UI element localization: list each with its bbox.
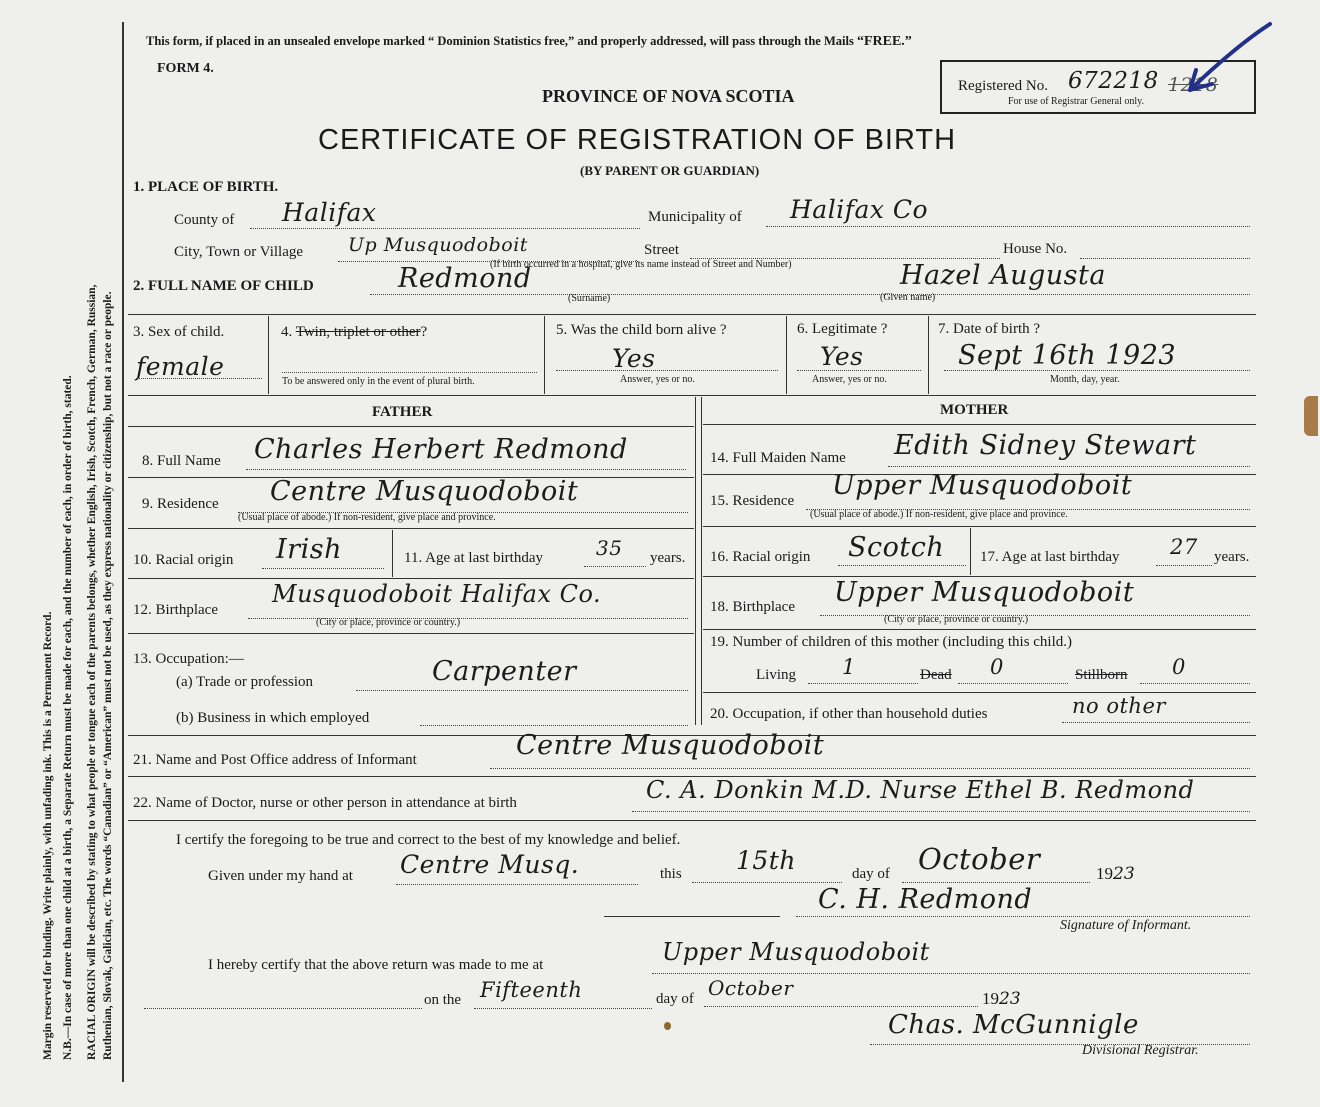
father-trade-line (356, 690, 688, 691)
father-business-line (420, 725, 688, 726)
mother-residence-value: Upper Musquodoboit (832, 470, 1133, 501)
city-value: Up Musquodoboit (348, 234, 528, 256)
municipality-line (766, 226, 1250, 227)
father-row-rule-3 (128, 578, 694, 579)
legitimate-label: 6. Legitimate ? (797, 321, 888, 337)
informant-line (490, 768, 1250, 769)
child-name-line (370, 294, 1250, 295)
margin-note-nb: N.B.—In case of more than one child at a birth, a Separate Return must be made for each, and the number of each, in order of birth, stated. (62, 375, 74, 1060)
informant-label: 21. Name and Post Office address of Informant (133, 752, 417, 768)
father-birthplace-value: Musquodoboit Halifax Co. (272, 580, 602, 608)
mail-notice: This form, if placed in an unsealed envelope marked “ Dominion Statistics free,” and properly addressed, will pass through the Mails “FREE.” (146, 34, 912, 49)
father-racial-origin-value: Irish (276, 534, 342, 565)
dead-label: Dead (920, 667, 952, 683)
living-line (808, 683, 918, 684)
municipality-label: Municipality of (648, 209, 742, 225)
registered-number: 672218 (1068, 68, 1159, 94)
dead-value: 0 (990, 655, 1004, 679)
father-birthplace-line (248, 618, 688, 619)
child-given-name-value: Hazel Augusta (900, 260, 1106, 291)
informant-value: Centre Musquodoboit (516, 730, 825, 761)
registrar-day-of-label: day of (656, 991, 694, 1007)
mother-occupation-line (1062, 722, 1250, 723)
mother-row-rule-2 (703, 526, 1256, 527)
registrar-caption: Divisional Registrar. (1082, 1043, 1199, 1058)
on-the-label: on the (424, 992, 462, 1008)
doctor-value: C. A. Donkin M.D. Nurse Ethel B. Redmond (646, 776, 1195, 804)
mother-name-label: 14. Full Maiden Name (710, 450, 846, 466)
street-label: Street (644, 242, 679, 258)
sex-line (136, 378, 262, 379)
registrar-place-line (652, 973, 1250, 974)
child-surname-value: Redmond (398, 263, 532, 294)
given-place-value: Centre Musq. (400, 850, 580, 879)
county-line (250, 228, 640, 229)
row-divider-parents (128, 395, 1256, 396)
mother-birthplace-note: (City or place, province or country.) (884, 614, 1029, 625)
doctor-line (632, 811, 1250, 812)
registrar-day-value: Fifteenth (480, 978, 583, 1002)
registrar-lead-line (144, 1008, 422, 1009)
father-name-line (246, 469, 686, 470)
father-age-divider (392, 530, 393, 577)
signature-short-line (604, 916, 780, 917)
mother-row-rule-4 (703, 629, 1256, 630)
blue-check-mark-icon (1178, 18, 1278, 98)
father-residence-value: Centre Musquodoboit (270, 476, 579, 507)
father-trade-label: (a) Trade or profession (176, 674, 314, 690)
date-of-birth-label: 7. Date of birth ? (938, 321, 1041, 337)
informant-signature: C. H. Redmond (818, 884, 1033, 915)
father-heading-rule (128, 426, 694, 427)
father-birthplace-label: 12. Birthplace (133, 602, 218, 618)
mother-birthplace-label: 18. Birthplace (710, 599, 795, 615)
born-alive-note: Answer, yes or no. (620, 374, 695, 385)
father-residence-note: (Usual place of abode.) If non-resident, give place and province. (238, 512, 496, 523)
father-occupation-label: 13. Occupation:— (133, 651, 244, 667)
registrar-use-note: For use of Registrar General only. (1008, 96, 1144, 107)
date-of-birth-note: Month, day, year. (1050, 374, 1120, 385)
box-divider-1 (268, 316, 269, 394)
father-age-label: 11. Age at last birthday (404, 550, 543, 566)
registrar-month-line (704, 1006, 978, 1007)
mother-row-rule-5 (703, 692, 1256, 693)
this-day-line (692, 882, 842, 883)
county-value: Halifax (282, 198, 377, 227)
province-heading: PROVINCE OF NOVA SCOTIA (542, 86, 795, 106)
house-number-label: House No. (1003, 241, 1068, 257)
mother-age-line (1156, 565, 1212, 566)
twin-label: 4. Twin, triplet or other? (281, 324, 428, 340)
father-racial-origin-line (262, 568, 384, 569)
mother-residence-note: (Usual place of abode.) If non-resident, give place and province. (810, 509, 1068, 520)
living-label: Living (756, 667, 796, 683)
registrar-month-value: October (708, 976, 794, 1000)
registrar-signature: Chas. McGunnigle (888, 1010, 1139, 1040)
certify-day-of-label: day of (852, 866, 890, 882)
father-name-label: 8. Full Name (142, 453, 221, 469)
given-name-note: (Given name) (880, 292, 936, 303)
certificate-subtitle: (BY PARENT OR GUARDIAN) (580, 163, 760, 178)
stillborn-value: 0 (1172, 655, 1186, 679)
mother-name-value: Edith Sidney Stewart (894, 430, 1197, 461)
municipality-value: Halifax Co (790, 195, 929, 224)
hospital-note: (If birth occurred in a hospital, give its name instead of Street and Number) (490, 259, 792, 270)
registrar-year: 1923 (982, 989, 1021, 1009)
father-trade-value: Carpenter (432, 656, 577, 687)
mother-name-line (888, 466, 1250, 467)
mother-birthplace-value: Upper Musquodoboit (834, 577, 1135, 608)
stillborn-line (1140, 683, 1250, 684)
mother-heading-rule (703, 424, 1256, 425)
mother-children-label: 19. Number of children of this mother (including this child.) (710, 634, 1073, 650)
sex-value: female (136, 352, 225, 381)
mother-residence-label: 15. Residence (710, 493, 795, 509)
sex-label: 3. Sex of child. (133, 324, 225, 340)
row-divider-certify (128, 820, 1256, 821)
father-residence-label: 9. Residence (142, 496, 219, 512)
legitimate-note: Answer, yes or no. (812, 374, 887, 385)
box-divider-3 (786, 316, 787, 394)
binding-margin-line (122, 22, 124, 1082)
date-of-birth-line (944, 370, 1250, 371)
mother-racial-origin-label: 16. Racial origin (710, 549, 811, 565)
born-alive-value: Yes (612, 344, 656, 373)
stillborn-label: Stillborn (1075, 667, 1128, 683)
registered-label: Registered No. (958, 78, 1048, 94)
margin-note-racial-origin: RACIAL ORIGIN will be described by stating to what people or tongue each of the parents belongs, whether English, Irish, Scotch, French, German, Russian, (86, 284, 98, 1060)
father-heading: FATHER (372, 404, 433, 420)
registrar-day-line (474, 1008, 652, 1009)
certify-statement: I certify the foregoing to be true and correct to the best of my knowledge and belief. (176, 832, 681, 848)
father-age-unit: years. (650, 550, 686, 566)
certificate-title: CERTIFICATE OF REGISTRATION OF BIRTH (318, 124, 957, 156)
margin-note-binding: Margin reserved for binding. Write plainly, with unfading ink. This is a Permanent Record. (42, 611, 54, 1060)
given-place-line (396, 884, 638, 885)
paper-tear-mark (1304, 396, 1318, 436)
mother-occupation-label: 20. Occupation, if other than household duties (710, 706, 988, 722)
county-label: County of (174, 212, 235, 228)
box-divider-4 (928, 316, 929, 394)
mother-racial-origin-value: Scotch (848, 532, 945, 563)
father-business-label: (b) Business in which employed (176, 710, 370, 726)
mother-age-unit: years. (1214, 549, 1250, 565)
parents-column-divider-b (701, 397, 702, 725)
row-divider-top (128, 314, 1256, 315)
mother-age-divider (970, 528, 971, 575)
certify-month-value: October (918, 842, 1041, 876)
dead-line (958, 683, 1068, 684)
father-row-rule-2 (128, 528, 694, 529)
box-divider-2 (544, 316, 545, 394)
registrar-place-value: Upper Musquodoboit (662, 938, 930, 966)
this-label: this (660, 866, 682, 882)
certify-day-value: 15th (736, 846, 796, 875)
mother-age-label: 17. Age at last birthday (980, 549, 1120, 565)
informant-signature-line (796, 916, 1250, 917)
parents-column-divider-a (695, 397, 696, 725)
legitimate-value: Yes (820, 342, 864, 371)
mother-occupation-value: no other (1072, 694, 1166, 718)
mother-age-value: 27 (1170, 535, 1198, 559)
certify-month-line (902, 882, 1090, 883)
father-name-value: Charles Herbert Redmond (254, 434, 628, 465)
father-row-rule-4 (128, 633, 694, 634)
born-alive-line (556, 370, 778, 371)
born-alive-label: 5. Was the child born alive ? (556, 322, 727, 338)
city-label: City, Town or Village (174, 244, 304, 260)
ink-spot (664, 1022, 671, 1030)
certify-year: 1923 (1096, 864, 1135, 884)
given-under-hand-label: Given under my hand at (208, 868, 353, 884)
surname-note: (Surname) (568, 293, 611, 304)
twin-line (282, 372, 537, 373)
date-of-birth-value: Sept 16th 1923 (958, 340, 1177, 371)
legitimate-line (797, 370, 921, 371)
registered-number-struck: 1218 (1168, 74, 1219, 96)
mother-heading: MOTHER (940, 402, 1009, 418)
father-age-value: 35 (596, 536, 623, 560)
twin-note: To be answered only in the event of plural birth. (282, 376, 475, 387)
father-racial-origin-label: 10. Racial origin (133, 552, 234, 568)
father-age-line (584, 566, 646, 567)
father-birthplace-note: (City or place, province or country.) (316, 617, 461, 628)
form-number: FORM 4. (157, 61, 214, 76)
registrar-statement: I hereby certify that the above return was made to me at (208, 957, 544, 973)
informant-signature-caption: Signature of Informant. (1060, 918, 1192, 933)
margin-note-racial-origin-cont: Ruthenian, Slovak, Galician, etc. The words “Canadian” or “American” must not be used, as they express nationality or citizenship, but not a race or people. (102, 291, 114, 1060)
place-of-birth-heading: 1. PLACE OF BIRTH. (133, 179, 279, 195)
child-name-label: 2. FULL NAME OF CHILD (133, 278, 314, 294)
doctor-label: 22. Name of Doctor, nurse or other person in attendance at birth (133, 795, 517, 811)
living-value: 1 (842, 655, 856, 679)
house-number-line (1080, 258, 1250, 259)
mother-racial-origin-line (838, 565, 966, 566)
